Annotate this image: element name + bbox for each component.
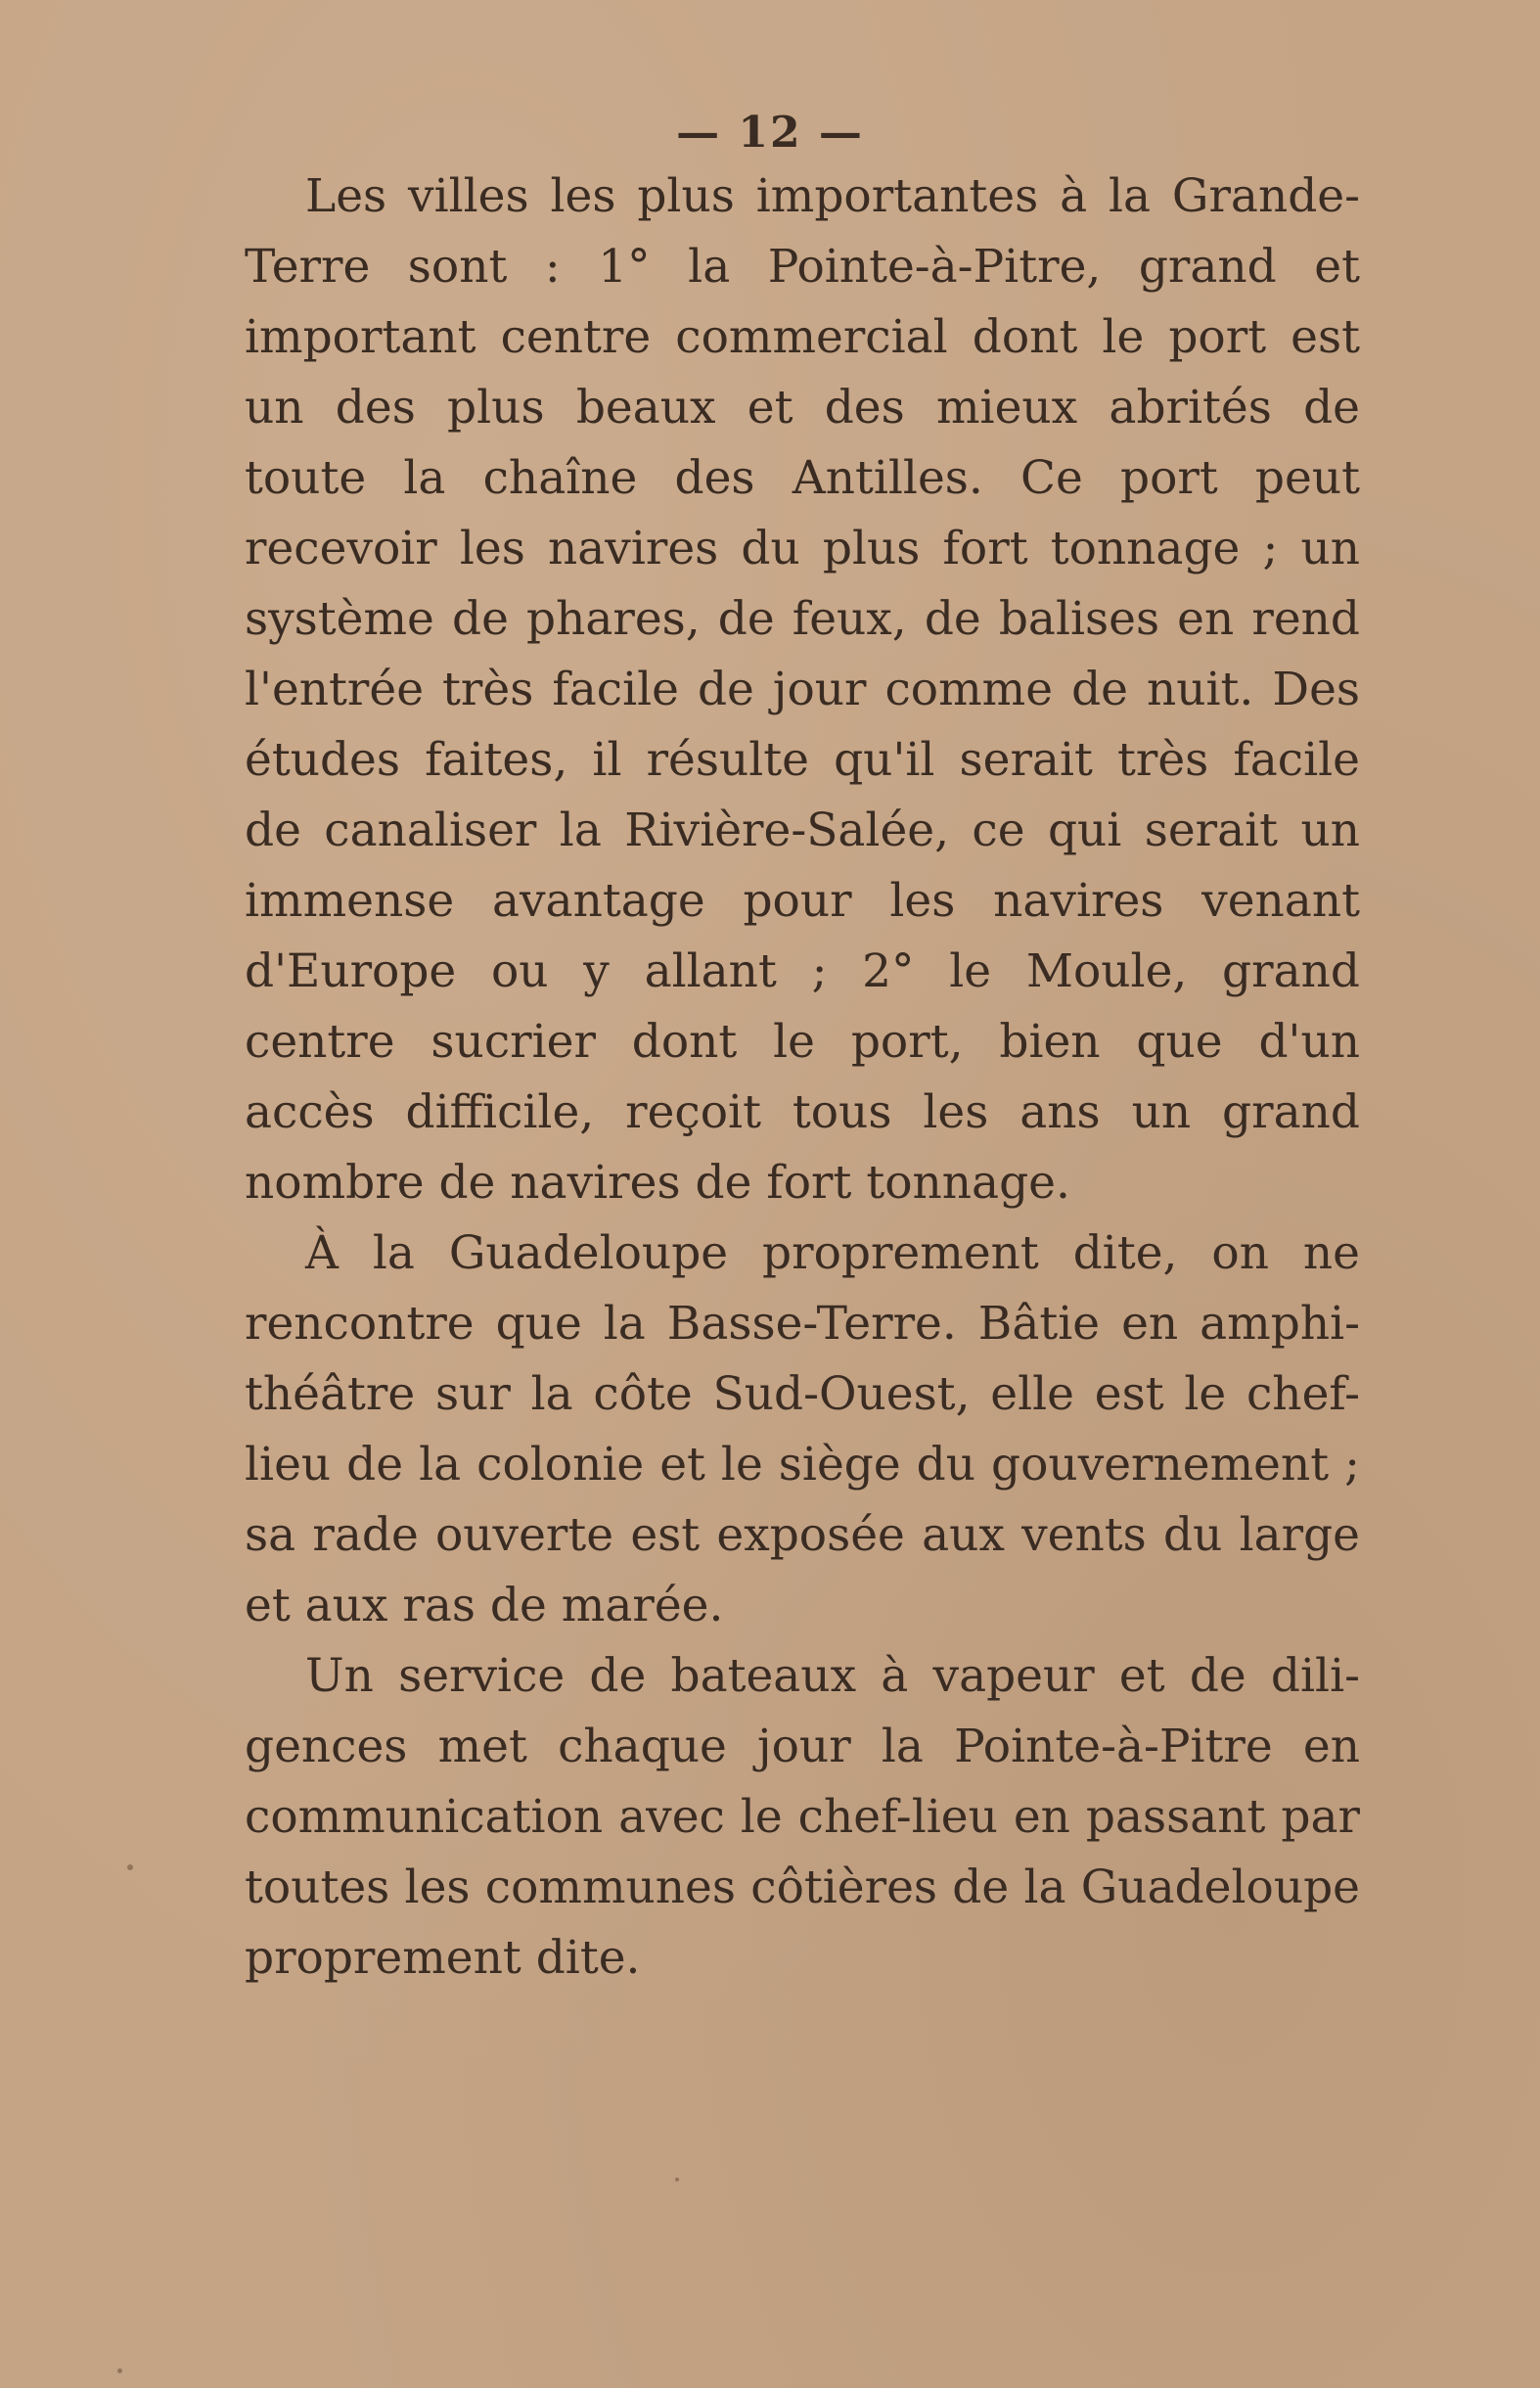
text-line: toute la chaîne des Antilles. Ce port peut <box>245 451 1360 505</box>
paper-speck <box>117 2368 122 2373</box>
page-number: — 12 — <box>676 108 864 158</box>
text-line: de canaliser la Rivière-Salée, ce qui serait un <box>245 804 1360 857</box>
text-line: système de phares, de feux, de balises en rend <box>245 592 1360 646</box>
text-line: centre sucrier dont le port, bien que d'un <box>245 1015 1360 1069</box>
text-line: important centre commercial dont le port est <box>245 310 1360 364</box>
paragraph <box>245 1641 1360 1994</box>
text-line: théâtre sur la côte Sud-Ouest, elle est le chef- <box>245 1367 1360 1421</box>
paragraph <box>245 1218 1360 1641</box>
text-line: proprement dite. <box>245 1931 641 1985</box>
text-line: toutes les communes côtières de la Guadeloupe <box>245 1860 1360 1914</box>
text-line: nombre de navires de fort tonnage. <box>245 1156 1070 1210</box>
text-line: l'entrée très facile de jour comme de nuit. Des <box>245 663 1360 716</box>
paragraph <box>245 161 1360 1218</box>
paper-speck <box>675 2178 679 2181</box>
text-line: À la Guadeloupe proprement dite, on ne <box>305 1226 1360 1280</box>
text-line: gences met chaque jour la Pointe-à-Pitre en <box>245 1720 1360 1773</box>
text-line: un des plus beaux et des mieux abrités de <box>245 381 1360 435</box>
text-line: immense avantage pour les navires venant <box>245 874 1360 928</box>
text-line: études faites, il résulte qu'il serait très facile <box>245 733 1360 787</box>
text-line: recevoir les navires du plus fort tonnage ; un <box>245 522 1360 575</box>
text-line: d'Europe ou y allant ; 2° le Moule, grand <box>245 944 1360 998</box>
text-line: Les villes les plus importantes à la Grande- <box>305 169 1360 223</box>
paper-speck <box>127 1864 133 1870</box>
text-line: lieu de la colonie et le siège du gouvernement ; <box>245 1438 1360 1492</box>
text-line: Un service de bateaux à vapeur et de dili- <box>305 1649 1360 1703</box>
text-line: rencontre que la Basse-Terre. Bâtie en amphi- <box>245 1297 1360 1351</box>
text-line: communication avec le chef-lieu en passant par <box>245 1790 1360 1844</box>
text-line: et aux ras de marée. <box>245 1579 724 1632</box>
text-block <box>245 161 1360 1994</box>
text-line: accès difficile, reçoit tous les ans un grand <box>245 1085 1360 1139</box>
text-line: Terre sont : 1° la Pointe-à-Pitre, grand et <box>245 240 1360 294</box>
text-line: sa rade ouverte est exposée aux vents du large <box>245 1508 1360 1562</box>
